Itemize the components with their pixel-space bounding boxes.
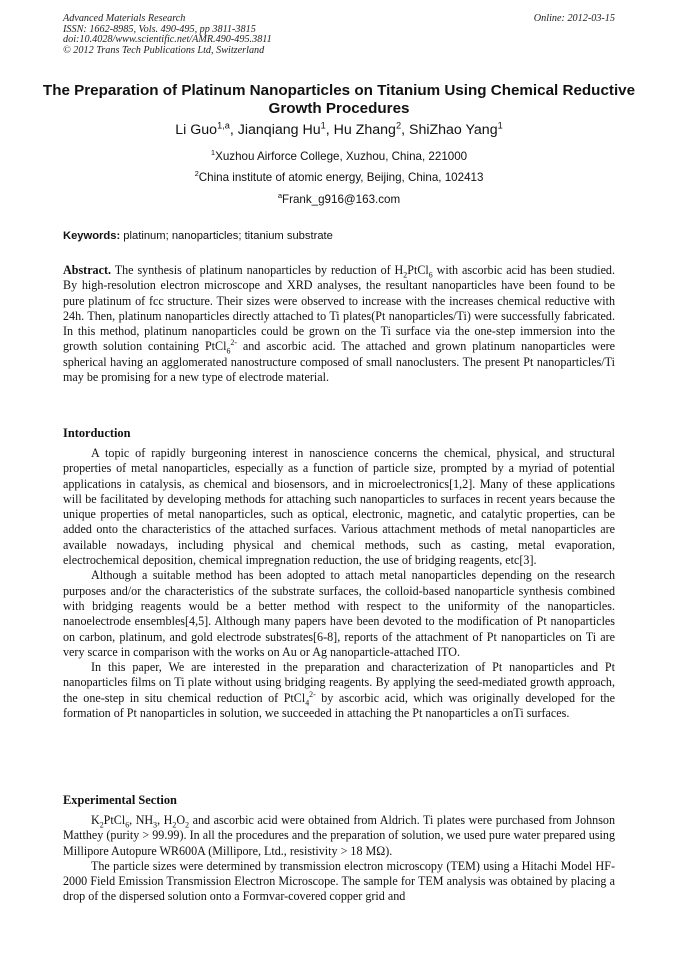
- doi-line[interactable]: doi:10.4028/www.scientific.net/AMR.490-495.3811: [63, 34, 272, 46]
- issn-line: ISSN: 1662-8985, Vols. 490-495, pp 3811-3815: [63, 23, 256, 35]
- paragraph: Although a suitable method has been adopted to attach metal nanoparticles depending on the research purposes and/or the characteristics of the substrate surfaces, the colloid-based nanoparticle synthesis combined with bridging reagents would be a better method with respect to the uniformity of the nanoparticles. nanoelectrode ensembles[4,5]. Although many papers have been devoted to the modification of Pt nanoparticles on carbon, platinum, and gold electrode substrates[6-8], reports of the attachment of Pt nanoparticles on Ti are very scarce in comparison with the works on Au or Ag nanoparticle-attached ITO.: [63, 568, 615, 659]
- abstract-label: Abstract.: [63, 263, 112, 277]
- author: Li Guo$^{1,a}$: [175, 120, 230, 138]
- paragraph: In this paper, We are interested in the preparation and characterization of Pt nanoparticles and Pt nanoparticles films on Ti plate without using bridging reagents. By applying the seed-mediated growth approach, the one-step in situ chemical reduction of PtCl$_4^{2-}$ by ascorbic acid, which was originally developed for the formation of Pt nanoparticles in solution, we succeeded in attaching the Pt nanoparticles a onTi surfaces.: [63, 660, 615, 721]
- author-list: Li Guo$^{1,a}$, Jianqiang Hu$^1$, Hu Zhang$^2$, ShiZhao Yang$^1$: [175, 120, 503, 138]
- online-date: Online: 2012-03-15: [533, 13, 615, 24]
- author: Hu Zhang$^2$: [333, 120, 402, 138]
- journal-name: Advanced Materials Research: [63, 13, 186, 24]
- keywords-label: Keywords:: [63, 230, 121, 242]
- affiliation: $^1$Xuzhou Airforce College, Xuzhou, China, 221000: [210, 148, 468, 163]
- author-email[interactable]: $^a$Frank_g916@163.com: [277, 191, 401, 206]
- paragraph: $K_2PtCl_6$, $NH_3$, $H_2O_2$ and ascorbic acid were obtained from Aldrich. Ti plates were purchased from Johnson Matthey (purity > 99.99). In all the procedures and the preparation of solution, we used pure water prepared using Millipore Autopure WR600A (Millipore, Ltd., resistivity > 18 MΩ).: [63, 813, 616, 858]
- keywords: [63, 229, 615, 243]
- copyright-line: © 2012 Trans Tech Publications Ltd, Switzerland: [63, 44, 265, 56]
- author: Jianqiang Hu$^1$: [237, 120, 326, 138]
- affiliation: $^2$China institute of atomic energy, Beijing, China, 102413: [194, 169, 484, 184]
- journal-header: [63, 14, 615, 56]
- keywords-text: platinum; nanoparticles; titanium substrate: [120, 230, 333, 242]
- section-title-introduction: Intorduction: [63, 426, 131, 440]
- introduction-body: [63, 446, 615, 721]
- paragraph: A topic of rapidly burgeoning interest in nanoscience concerns the chemical, physical, and structural properties of metal nanoparticles, especially as a function of particle size, prompted by a myriad of potential applications in catalysis, as chemical and biosensors, and in microelectronics[1,2]. Many of these applications will be facilitated by developing methods for attaching such nanoparticles to surfaces in recent years because the unique properties of metal nanoparticles, such as optical, electronic, magnetic, and catalytic properties, can be added onto the characteristics of the attached surfaces. Various attachment methods of metal nanoparticles are available nowadays, including physical and chemical methods, such as casting, metal evaporation, electrochemical deposition, chemical impregnation reduction, the use of bridging reagents, etc[3].: [63, 446, 615, 568]
- author: ShiZhao Yang$^1$: [408, 120, 503, 138]
- experimental-body: [63, 813, 615, 905]
- abstract: Abstract. The synthesis of platinum nanoparticles by reduction of $H_2PtCl_6$ with ascorbic acid has been studied. By high-resolution electron microscope and XRD analyses, the resultant nanoparticles have been found to be pure platinum of fcc structure. Their sizes were observed to increase with the increases chemical reductive with 24h. Then, platinum nanoparticles directly attached to Ti plates(Pt nanoparticles/Ti) were successfully fabricated. In this method, platinum nanoparticles could be grown on the Ti surface via the one-step immersion into the growth solution containing PtCl$_6^{2-}$ and ascorbic acid. The attached and grown platinum nanoparticles were spherical having an agglomerated nanostructure composed of small nanoclusters. The present Pt nanoparticles/Ti may be promising for a new type of electrode material.: [63, 263, 616, 385]
- paragraph: The particle sizes were determined by transmission electron microscopy (TEM) using a Hitachi Model HF-2000 Field Emission Transmission Electron Microscope. The sample for TEM analysis was obtained by placing a drop of the dispersed solution onto a Formvar-covered copper grid and: [63, 858, 615, 904]
- paper-title: The Preparation of Platinum Nanoparticles on Titanium Using Chemical Reductive Growth Procedures: [42, 82, 636, 117]
- section-title-experimental: Experimental Section: [63, 793, 177, 807]
